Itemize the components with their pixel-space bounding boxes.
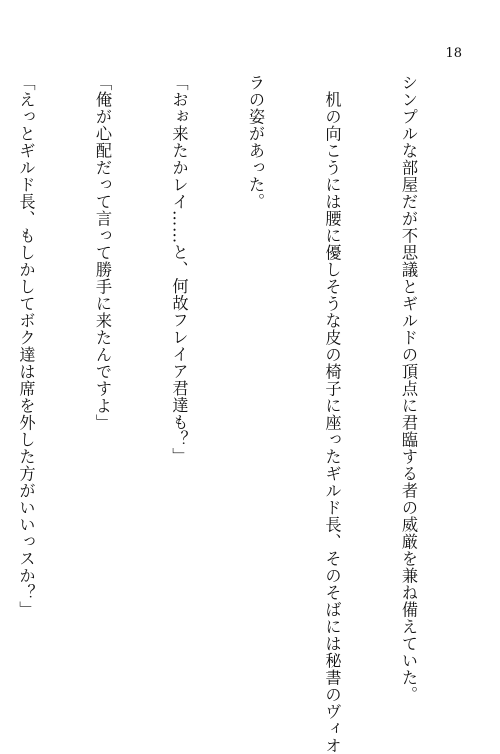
text-line: 「おぉ来たかレイ……と、何故フレイア君達も？」 bbox=[169, 74, 189, 465]
text-line: ラの姿があった。 bbox=[246, 74, 265, 210]
body-text bbox=[0, 74, 472, 754]
text-line: 「えっとギルド長、もしかしてボク達は席を外した方がいいっスか？」 bbox=[16, 74, 36, 618]
text-line: 「俺が心配だって言って勝手に来たんですよ」 bbox=[93, 74, 112, 431]
text-line: 机の向こうには腰に優しそうな皮の椅子に座ったギルド長、そのそばには秘書のヴィオ bbox=[322, 74, 342, 754]
text-line: シンプルな部屋だが不思議とギルドの頂点に君臨する者の威厳を兼ね備えていた。 bbox=[399, 74, 418, 703]
page-number: 18 bbox=[445, 46, 462, 61]
